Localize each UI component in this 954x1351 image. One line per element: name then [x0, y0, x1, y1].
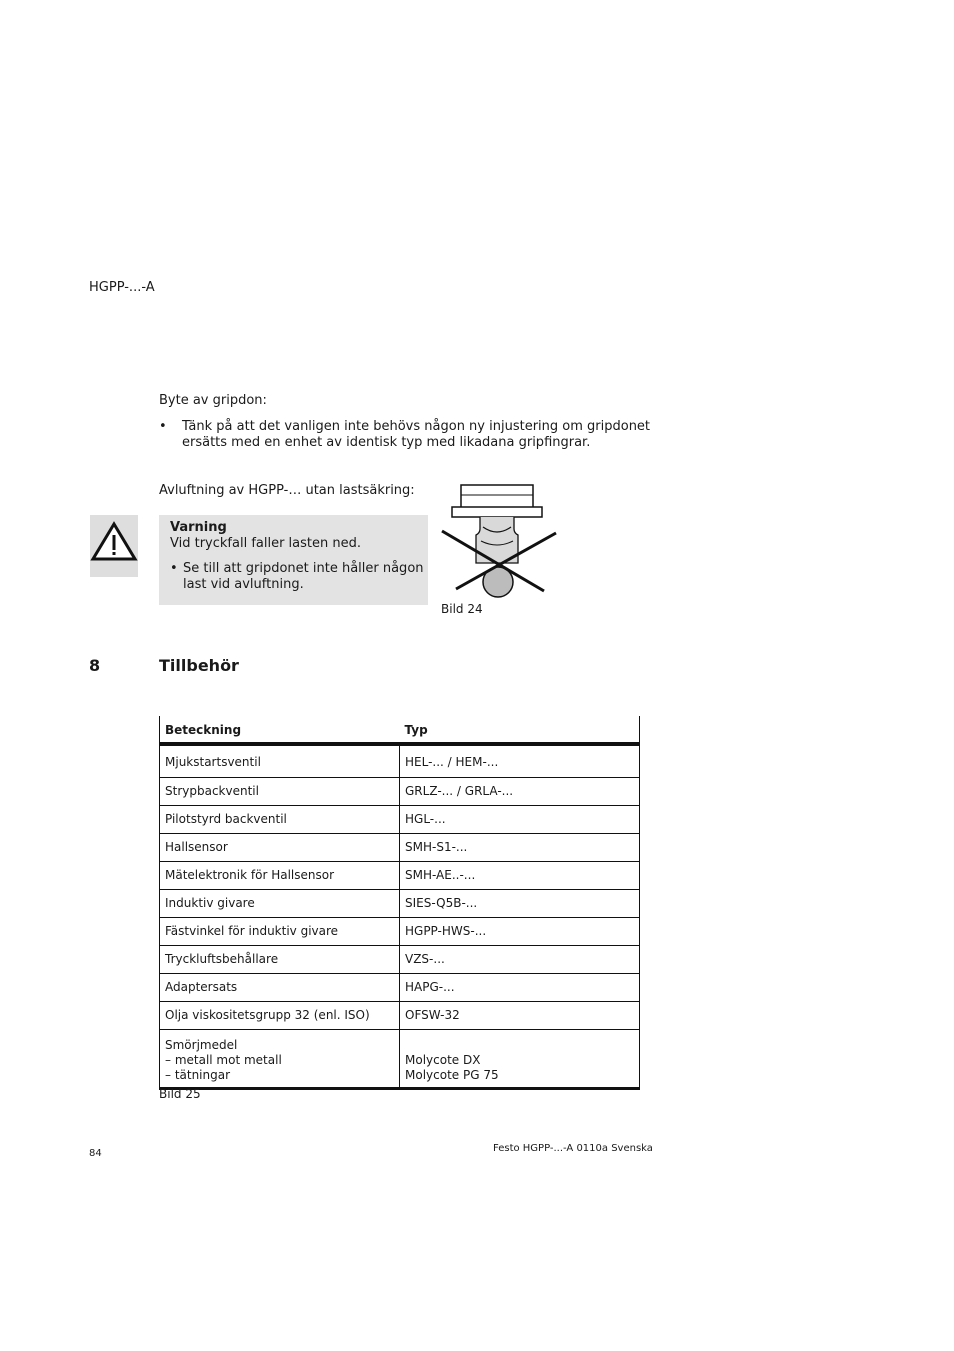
warning-bullet-marker: •: [170, 561, 178, 576]
table-cell-designation: Mätelektronik för Hallsensor: [160, 862, 400, 890]
table-row: [160, 1002, 640, 1030]
table-cell-designation: Fästvinkel för induktiv givare: [160, 918, 400, 946]
table-cell-type: SIES-Q5B-...: [400, 890, 640, 918]
table-cell-designation: Mjukstartsventil: [160, 744, 400, 778]
footer-document-info: Festo HGPP-...-A 0110a Svenska: [493, 1143, 653, 1154]
table-cell-designation: Tryckluftsbehållare: [160, 946, 400, 974]
table-cell-designation: Pilotstyrd backventil: [160, 806, 400, 834]
table-cell-designation: Adaptersats: [160, 974, 400, 1002]
table-cell-designation: Smörjmedel – metall mot metall – tätningar: [160, 1030, 400, 1089]
table-header-row: [160, 716, 640, 744]
table-cell-type: HEL-... / HEM-...: [400, 744, 640, 778]
table-row: [160, 1030, 640, 1089]
table-cell-designation: Hallsensor: [160, 834, 400, 862]
column-header-type: Typ: [400, 716, 640, 744]
table-cell-type: OFSW-32: [400, 1002, 640, 1030]
table-row: [160, 744, 640, 778]
table-row: [160, 778, 640, 806]
warning-bullet-text: Se till att gripdonet inte håller någon last vid avluftning.: [183, 561, 424, 592]
table-cell-type: SMH-AE..-...: [400, 862, 640, 890]
page-header-model: HGPP-...-A: [89, 280, 155, 295]
bullet-marker: •: [159, 419, 167, 434]
section-number: 8: [89, 656, 101, 675]
table-cell-designation: Olja viskositetsgrupp 32 (enl. ISO): [160, 1002, 400, 1030]
table-cell-type: GRLZ-... / GRLA-...: [400, 778, 640, 806]
table-row: [160, 918, 640, 946]
warning-title: Varning: [170, 520, 227, 535]
accessories-table: [159, 716, 640, 1090]
table-row: [160, 974, 640, 1002]
table-row: [160, 806, 640, 834]
table-cell-designation: Strypbackventil: [160, 778, 400, 806]
table-cell-type: HAPG-...: [400, 974, 640, 1002]
warning-triangle-icon: [90, 515, 138, 577]
figure-24-caption: Bild 24: [441, 602, 483, 616]
figure-25-caption: Bild 25: [159, 1087, 201, 1101]
table-cell-designation: Induktiv givare: [160, 890, 400, 918]
table-cell-type: VZS-...: [400, 946, 640, 974]
table-cell-type: HGL-...: [400, 806, 640, 834]
table-row: [160, 890, 640, 918]
table-row: [160, 834, 640, 862]
intro-label: Byte av gripdon:: [159, 393, 267, 408]
table-cell-type: SMH-S1-...: [400, 834, 640, 862]
warning-text: Vid tryckfall faller lasten ned.: [170, 536, 361, 551]
section-title: Tillbehör: [159, 656, 239, 675]
table-row: [160, 862, 640, 890]
venting-label: Avluftning av HGPP-… utan lastsäkring:: [159, 483, 415, 498]
intro-bullet-text: Tänk på att det vanligen inte behövs någon ny injustering om gripdonet ersätts med en enhet av identisk typ med likadana gripfingrar.: [182, 419, 651, 450]
page-number: 84: [89, 1148, 102, 1159]
table-row: [160, 946, 640, 974]
table-cell-type: HGPP-HWS-...: [400, 918, 640, 946]
table-cell-type: Molycote DX Molycote PG 75: [400, 1030, 640, 1089]
figure-24-gripper-illustration: [440, 483, 560, 601]
column-header-designation: Beteckning: [160, 716, 400, 744]
